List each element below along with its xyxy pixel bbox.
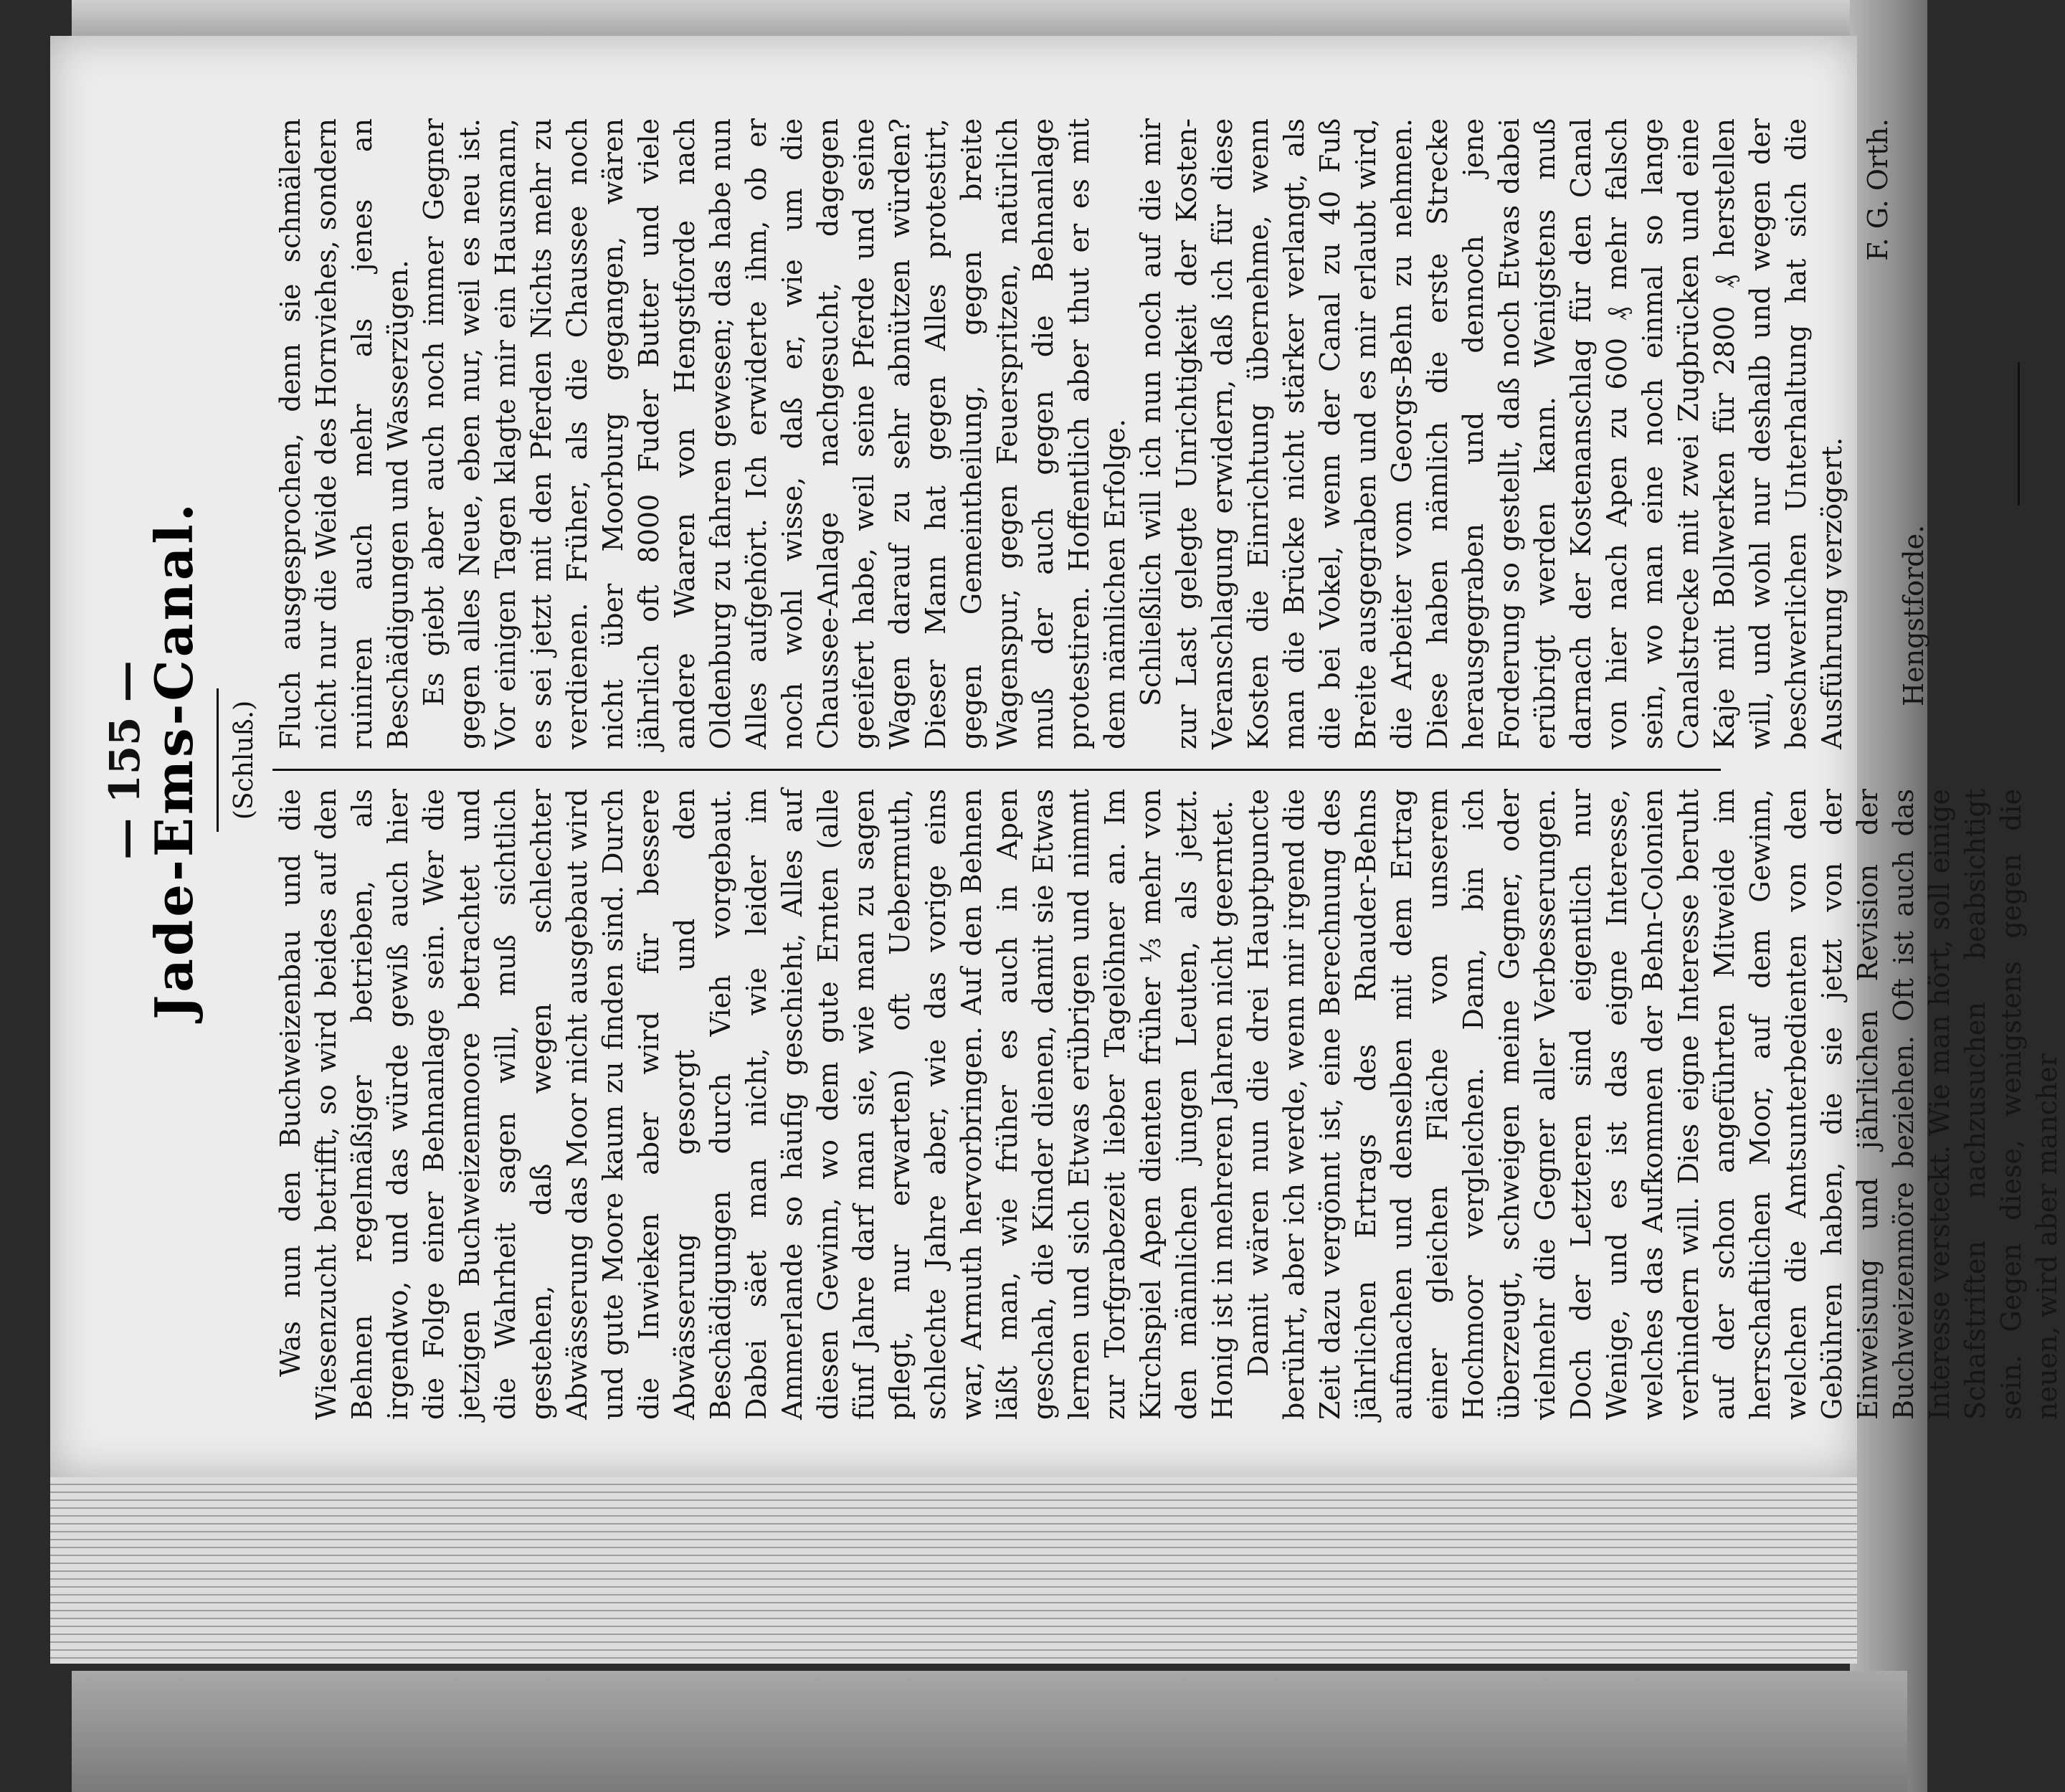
article-title: Jade-Ems-Canal. (143, 501, 204, 1020)
paragraph: Es giebt aber auch noch immer Gegner gegen alles Neue, eben nur, weil es neu ist. Vor einigen Tagen klagte mir ein Hausmann, es sei jetzt mit den Pferden Nichts mehr zu verdienen. Früher, als die Chaussee noch nicht über Moorburg gegangen, wären jährlich oft 8000 Fuder Butter und viele andere Waaren von Hengstforde nach Oldenburg zu fahren gewesen; das habe nun Alles aufgehört. Ich erwiderte ihm, ob er noch wohl wisse, daß er, wie um die Chaussee-Anlage nachgesucht, dagegen geeifert habe, weil seine Pferde und seine Wagen darauf zu sehr abnützen würden? Dieser Mann hat gegen Alles protestirt, gegen Gemeintheilung, gegen breite Wagenspur, gegen Feuerspritzen, natürlich muß der auch gegen die Behnanlage protestiren. Hoffentlich aber thut er es mit dem nämlichen Erfolge. (418, 118, 1131, 749)
paragraph: Schließlich will ich nun noch auf die mir zur Last gelegte Unrichtigkeit der Kosten-Veranschlagung erwidern, daß ich für diese Kosten die Einrichtung übernehme, wenn man die Brücke nicht stärker verlangt, als die bei Vokel, wenn der Canal zu 40 Fuß Breite ausgegraben und es mir erlaubt wird, die Arbeiter vom Georgs-Behn zu nehmen. Diese haben nämlich die erste Strecke herausgegraben und dennoch jene Forderung so gestellt, daß noch Etwas dabei erübrigt werden kann. Wenigstens muß darnach der Kostenanschlag für den Canal von hier nach Apen zu 600 ₰ mehr falsch sein, wo man eine noch einmal so lange Canalstrecke mit zwei Zugbrücken und eine Kaje mit Bollwerken für 2800 ₰ herstellen will, und wohl nur deshalb und wegen der beschwerlichen Unterhaltung hat sich die Ausführung verzögert. (1135, 118, 1848, 749)
signature-place: Hengstforde. (1898, 524, 1929, 706)
text-column-left (272, 789, 2065, 1420)
book-page (50, 36, 2063, 1477)
column-divider (272, 769, 1721, 771)
end-rule (2018, 362, 2020, 506)
page-number: — 155 — (100, 660, 149, 860)
paragraph: Fluch ausgesprochen, denn sie schmälern nicht nur die Weide des Hornviehes, sondern ruiniren auch mehr als jenes an Beschädigungen und Wasserzügen. (275, 118, 414, 749)
article-subtitle: (Schluß.) (229, 700, 259, 820)
paragraph: Damit wären nun die drei Hauptpuncte berührt, aber ich werde, wenn mir irgend die Zeit dazu vergönnt ist, eine Berechnung des jährlichen Ertrags des Rhauder-Behns aufmachen und denselben mit dem Ertrag einer gleichen Fläche von unserem Hochmoor vergleichen. Dann, bin ich überzeugt, schweigen meine Gegner, oder vielmehr die Gegner aller Verbesserungen. Doch der Letzteren sind eigentlich nur Wenige, und es ist das eigne Interesse, welches das Aufkommen der Behn-Colonien verhindern will. Dies eigne Interesse beruht auf der schon angeführten Mitweide im herrschaftlichen Moor, auf dem Gewinn, welchen die Amtsunterbedienten von den Gebühren haben, die sie jetzt von der Einweisung und jährlichen Revision der Buchweizenmöre beziehen. Oft ist auch das Interesse versteckt. Wie man hört, soll einige Schafstriften nachzusuchen beabsichtigt sein. Gegen diese, wenigstens gegen die neuen, wird aber mancher (1243, 789, 2063, 1420)
rotated-page-content (50, 43, 2063, 1477)
page-stack-edges (50, 1477, 1857, 1664)
text-column-right (272, 118, 2020, 749)
paragraph: Was nun den Buchweizenbau und die Wiesenzucht betrifft, so wird beides auf den Behnen regelmäßiger betrieben, als irgendwo, und das würde gewiß auch hier die Folge einer Behnanlage sein. Wer die jetzigen Buchweizenmoore betrachtet und die Wahrheit sagen will, muß sichtlich gestehen, daß wegen schlechter Abwässerung das Moor nicht ausgebaut wird und gute Moore kaum zu finden sind. Durch die Inwieken aber wird für bessere Abwässerung gesorgt und den Beschädigungen durch Vieh vorgebaut. Dabei säet man nicht, wie leider im Ammerlande so häufig geschieht, Alles auf diesen Gewinn, wo dem gute Ernten (alle fünf Jahre darf man sie, wie man zu sagen pflegt, nur erwarten) oft Uebermuth, schlechte Jahre aber, wie das vorige eins war, Armuth hervorbringen. Auf den Behnen läßt man, wie früher es auch in Apen geschah, die Kinder dienen, damit sie Etwas lernen und sich Etwas erübrigen und nimmt zur Torfgrabezeit lieber Tagelöhner an. Im Kirchspiel Apen dienten früher ⅓ mehr von den männlichen jungen Leuten, als jetzt. Honig ist in mehreren Jahren nicht geerntet. (275, 789, 1238, 1420)
signature-name: F. G. Orth. (1862, 118, 1894, 261)
title-rule (217, 688, 219, 832)
book-cover-edge-bottom (72, 1671, 1907, 1792)
